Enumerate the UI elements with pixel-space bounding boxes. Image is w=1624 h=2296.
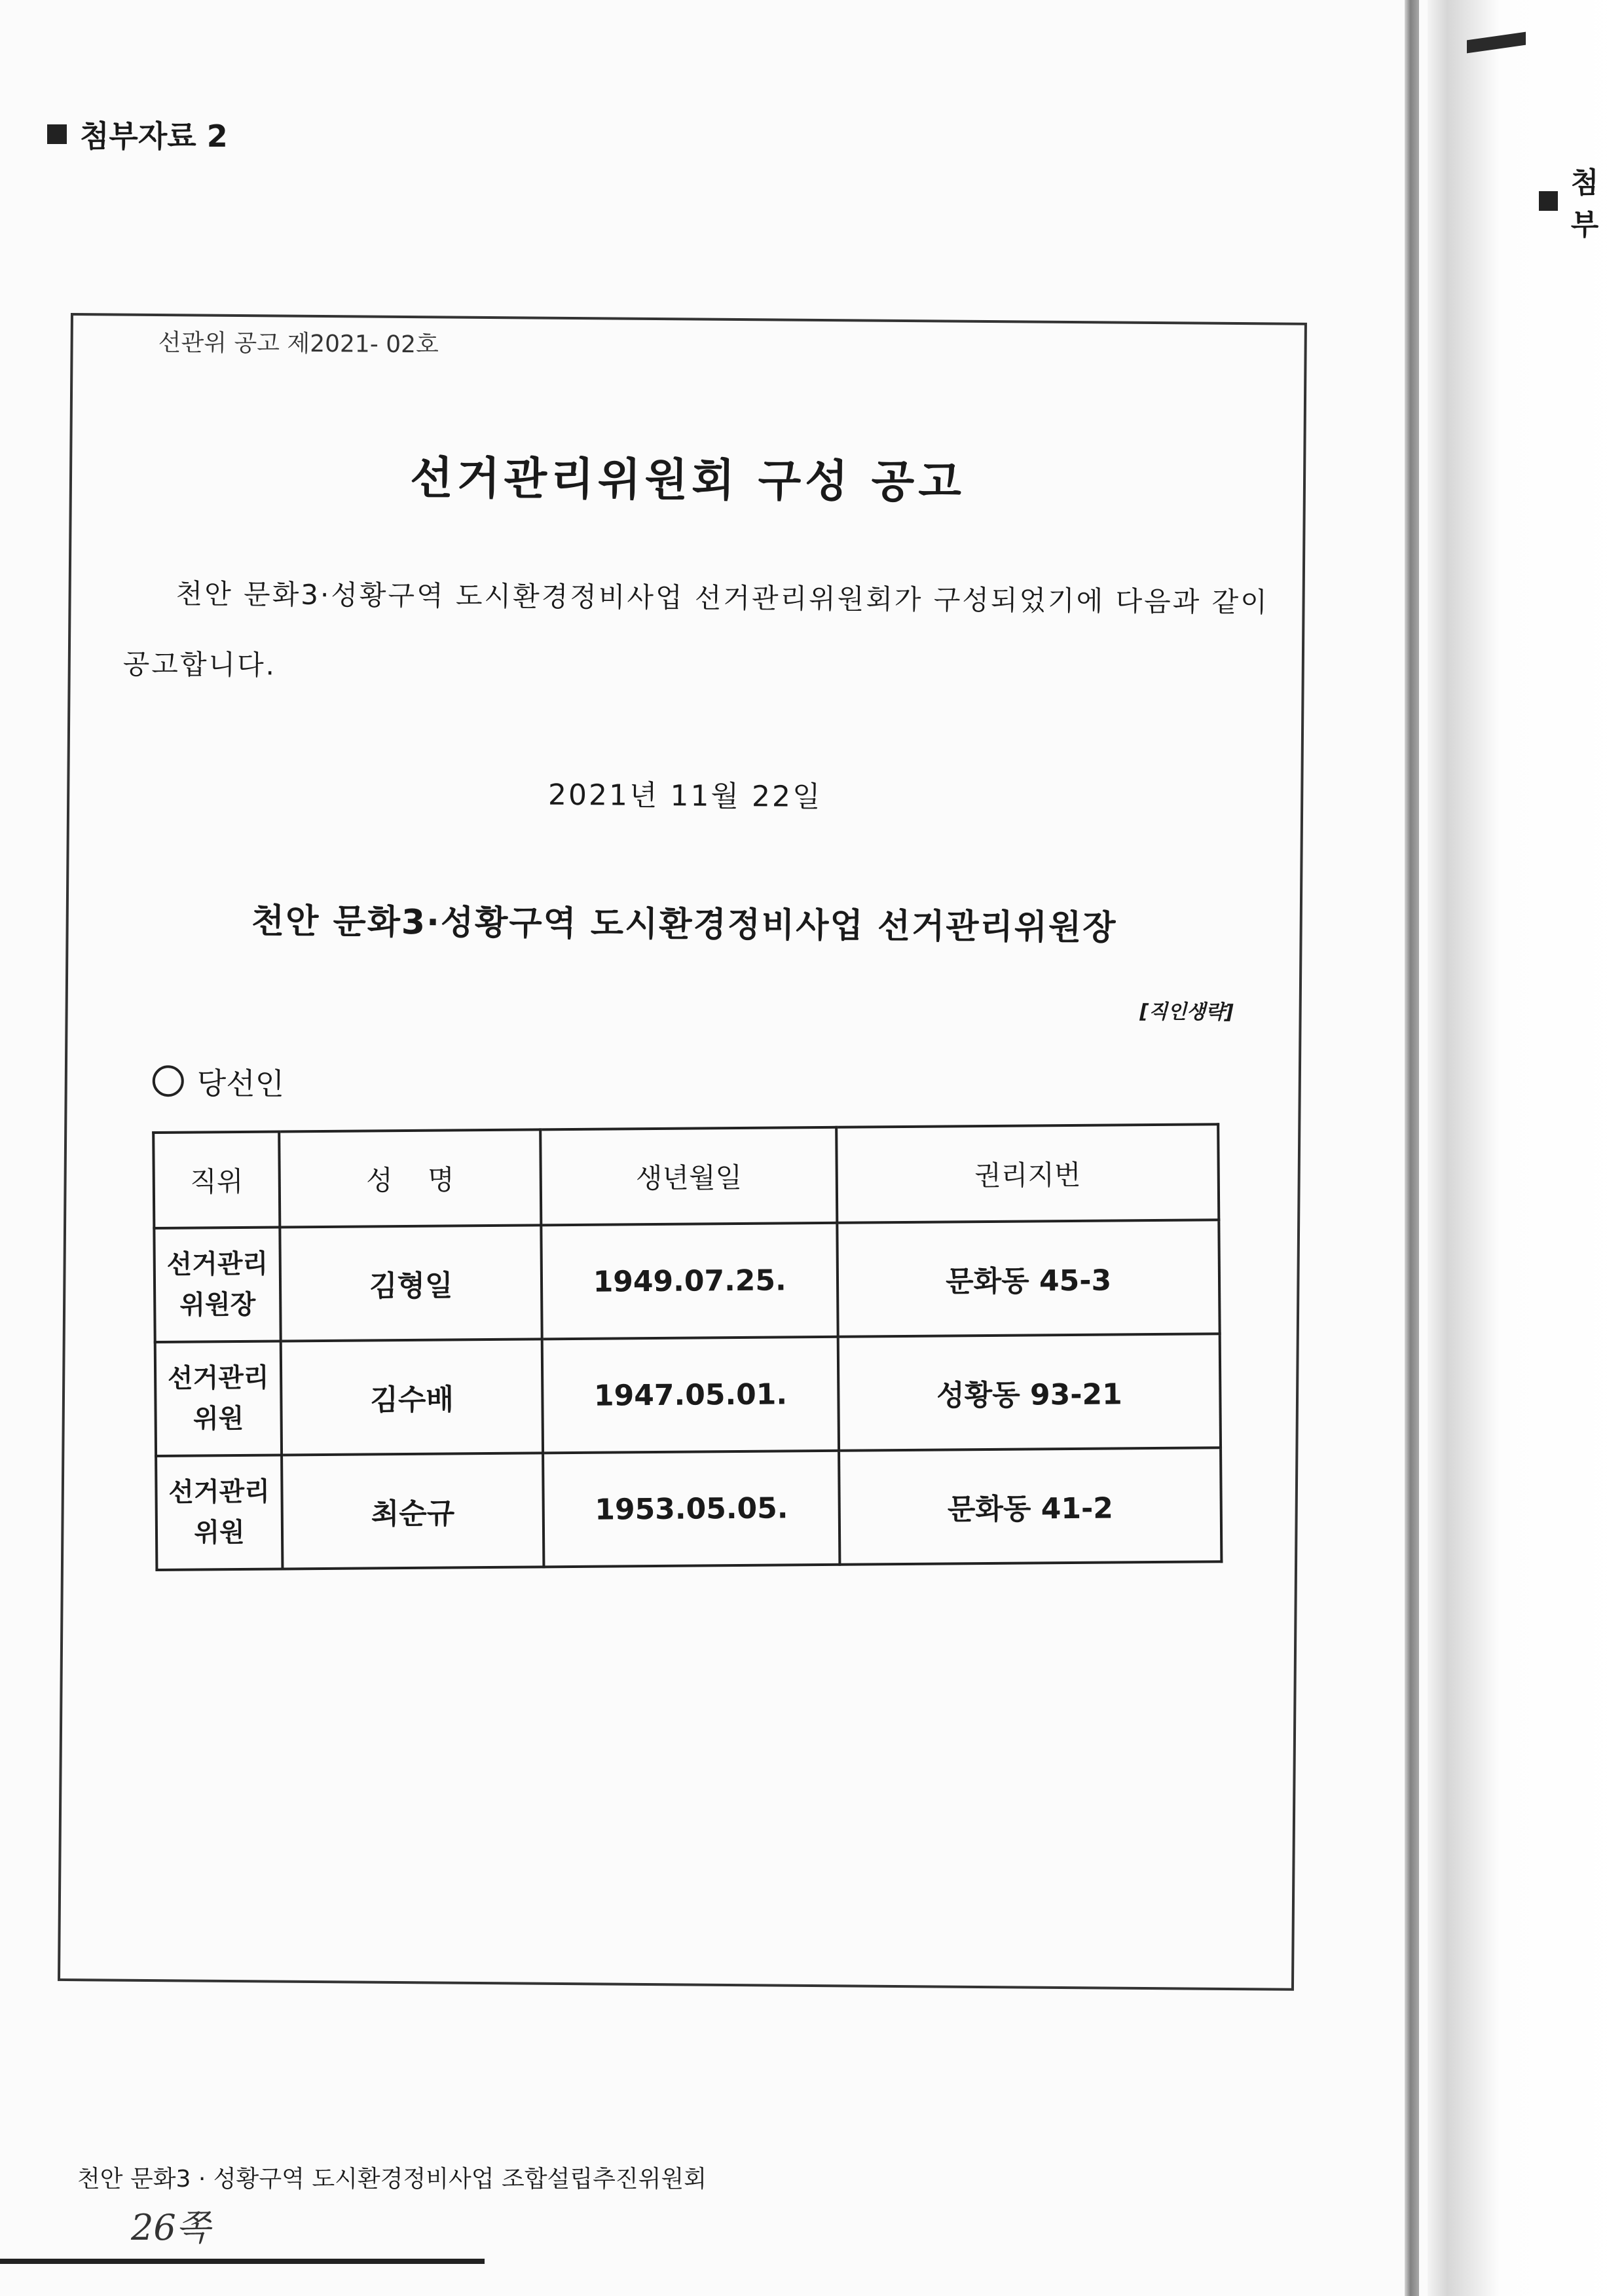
adjacent-page-label: [1539, 159, 1624, 243]
member-position: [155, 1341, 282, 1456]
footer-organization: 천안 문화3 · 성황구역 도시환경정비사업 조합설립추진위원회: [77, 2166, 707, 2193]
member-position-line2: 위원장: [179, 1289, 256, 1321]
member-name: 최순규: [282, 1453, 544, 1569]
member-name: 김형일: [280, 1225, 542, 1341]
column-header-lot: 권리지번: [836, 1124, 1219, 1223]
column-header-birth: 생년월일: [540, 1127, 837, 1226]
table-row: [155, 1334, 1221, 1456]
table-row: [156, 1448, 1221, 1570]
member-position-line1: 선거관리: [166, 1248, 268, 1280]
column-header-name: 성 명: [279, 1129, 541, 1227]
member-position-line2: 위원: [193, 1403, 244, 1434]
attachment-label: [47, 113, 228, 156]
table-header-row: [153, 1124, 1219, 1228]
handwritten-page-number: 26쪽: [131, 2207, 210, 2248]
notice-issuer: 천안 문화3·성황구역 도시환경정비사업 선거관리위원장: [251, 902, 1117, 948]
seal-note: [직인생략]: [1139, 1000, 1234, 1024]
member-name: 김수배: [281, 1339, 543, 1455]
member-position: [154, 1227, 280, 1342]
member-position-line2: 위원: [194, 1517, 245, 1548]
notice-box: [58, 313, 1307, 1991]
scan-spine-shadow: [1405, 0, 1419, 2296]
elected-heading: [153, 1059, 285, 1104]
adjacent-page-label-text: 첨부: [1570, 166, 1599, 242]
scan-artifact-line: [0, 2259, 485, 2264]
column-header-position: 직위: [153, 1131, 280, 1228]
member-position: [156, 1455, 282, 1570]
square-bullet-icon: [1539, 191, 1558, 211]
scan-adjacent-page: [1428, 0, 1624, 2296]
notice-number: 선관위 공고 제2021- 02호: [158, 329, 439, 359]
member-birth: 1949.07.25.: [542, 1223, 838, 1339]
member-lot: 문화동 41-2: [839, 1448, 1221, 1565]
member-lot: 성황동 93-21: [838, 1334, 1221, 1451]
notice-body: 천안 문화3·성황구역 도시환경정비사업 선거관리위원회가 구성되었기에 다음과 같이 공고합니다.: [122, 577, 1269, 682]
circle-bullet-icon: [153, 1065, 184, 1097]
member-position-line1: 선거관리: [167, 1362, 269, 1394]
attachment-label-text: 첨부자료 2: [80, 118, 228, 154]
member-birth: 1953.05.05.: [543, 1451, 840, 1567]
member-birth: 1947.05.01.: [542, 1337, 839, 1453]
member-position-line1: 선거관리: [168, 1476, 270, 1508]
table-row: [154, 1220, 1219, 1342]
square-bullet-icon: [47, 124, 67, 144]
elected-heading-text: 당선인: [196, 1065, 285, 1102]
notice-title: 선거관리위원회 구성 공고: [409, 452, 966, 509]
elected-members-table: [152, 1123, 1223, 1571]
notice-date: 2021년 11월 22일: [547, 778, 822, 814]
member-lot: 문화동 45-3: [838, 1220, 1220, 1337]
